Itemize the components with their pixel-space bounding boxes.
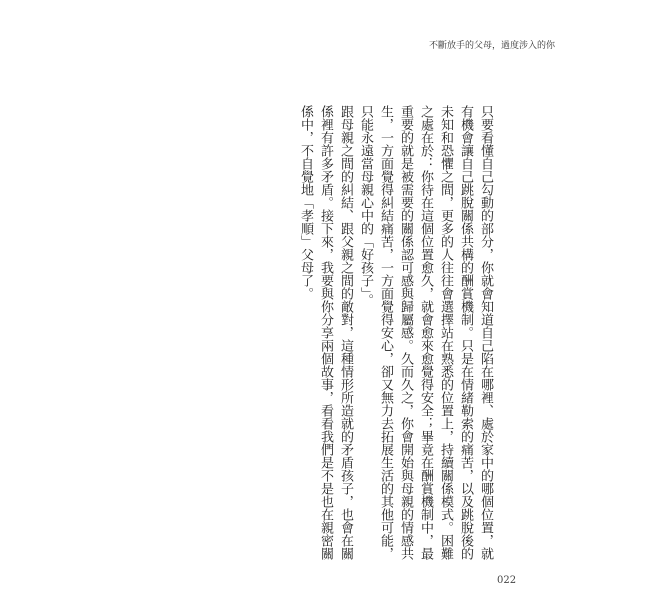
paragraph-2: 跟母親之間的糾結、跟父親之間的敵對，這種情形所造就的矛盾孩子，也會在關係裡有許多矛盾。接下來，我要與你分享兩個故事，看看我們是不是也在親密關係中，不自覺地「孝順」父母了。 bbox=[298, 105, 353, 560]
body-text bbox=[295, 105, 495, 565]
paragraph-1: 只要看懂自己勾動的部分，你就會知道自己陷在哪裡、處於家中的哪個位置，就有機會讓自己跳脫關係共構的酬賞機制。只是在情緒勒索的痛苦，以及跳脫後的未知和恐懼之間，更多的人往往會選擇站在熟悉的位置上，持續關係模式。困難之處在於：你待在這個位置愈久，就會愈來愈覺得安全；畢竟在酬賞機制中，最重要的就是被需要的關係認可感與歸屬感。久而久之，你會開始與母親的情感共生，一方面覺得糾結痛苦，一方面覺得安心，卻又無力去拓展生活的其他可能，只能永遠當母親心中的「好孩子」。 bbox=[358, 105, 493, 560]
running-header: 不斷放手的父母，過度涉入的你 bbox=[428, 41, 555, 51]
page-number: 022 bbox=[497, 575, 517, 586]
